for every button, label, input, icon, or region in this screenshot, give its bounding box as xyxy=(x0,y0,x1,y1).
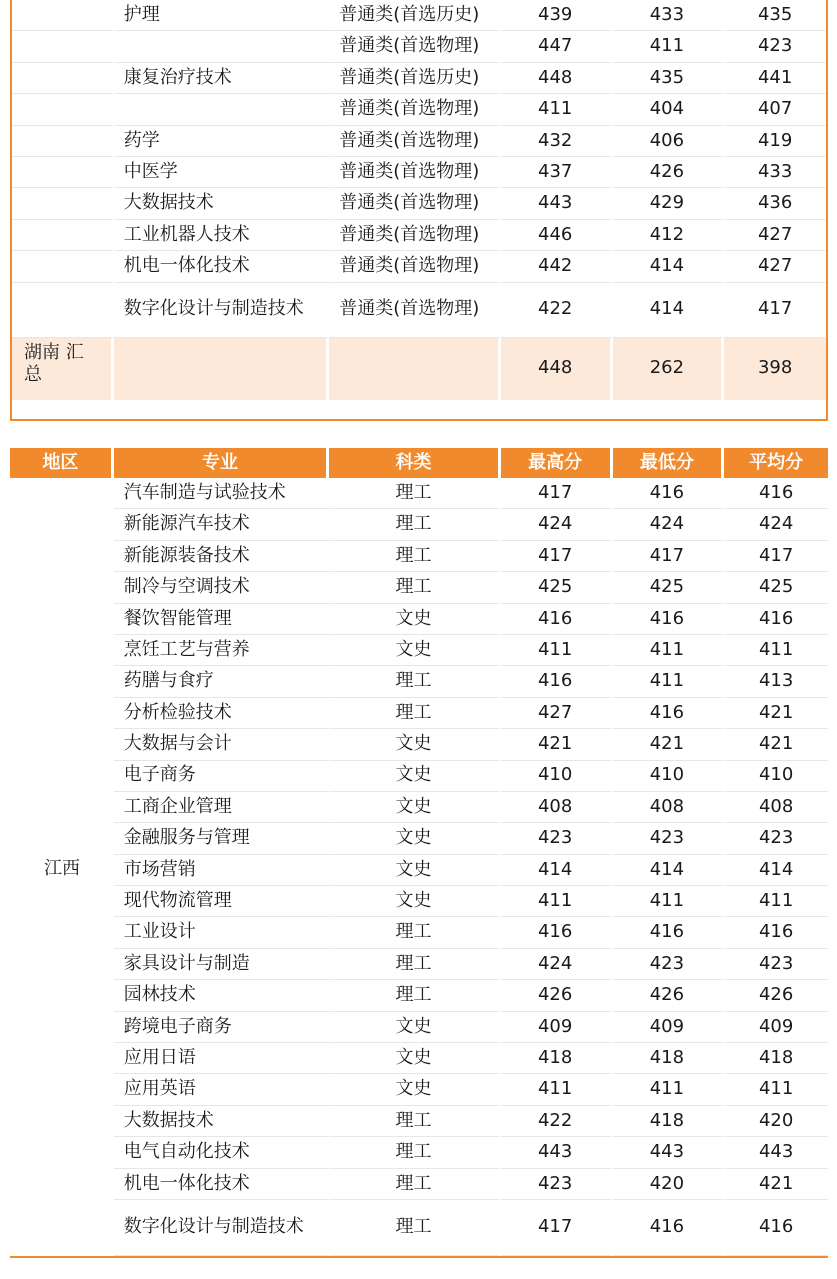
category-cell: 理工 xyxy=(329,980,501,1011)
total-major xyxy=(114,338,329,400)
major-cell: 金融服务与管理 xyxy=(114,823,329,854)
major-cell: 分析检验技术 xyxy=(114,698,329,729)
avg-score-cell: 408 xyxy=(724,792,828,823)
major-cell: 药学 xyxy=(114,126,329,157)
total-avg: 398 xyxy=(724,338,826,400)
table-row xyxy=(10,478,828,509)
major-cell: 应用英语 xyxy=(114,1074,329,1105)
max-score-cell: 410 xyxy=(501,761,613,792)
major-cell: 家具设计与制造 xyxy=(114,949,329,980)
min-score-cell: 411 xyxy=(613,1074,725,1105)
min-score-cell: 410 xyxy=(613,761,725,792)
category-cell: 普通类(首选物理) xyxy=(329,126,501,157)
major-cell: 园林技术 xyxy=(114,980,329,1011)
max-score-cell: 424 xyxy=(501,509,613,540)
avg-score-cell: 421 xyxy=(724,698,828,729)
major-cell: 汽车制造与试验技术 xyxy=(114,478,329,509)
major-cell: 机电一体化技术 xyxy=(114,251,329,282)
min-score-cell: 416 xyxy=(613,604,725,635)
avg-score-cell: 411 xyxy=(724,1074,828,1105)
category-cell: 理工 xyxy=(329,698,501,729)
major-cell: 烹饪工艺与营养 xyxy=(114,635,329,666)
avg-score-cell: 441 xyxy=(724,63,826,94)
avg-score-cell: 427 xyxy=(724,220,826,251)
category-cell: 理工 xyxy=(329,478,501,509)
major-cell: 大数据技术 xyxy=(114,188,329,219)
avg-score-cell: 407 xyxy=(724,94,826,125)
min-score-cell: 416 xyxy=(613,917,725,948)
max-score-cell: 424 xyxy=(501,949,613,980)
category-cell: 文史 xyxy=(329,1043,501,1074)
table-row xyxy=(10,1169,828,1200)
header-avg: 平均分 xyxy=(724,448,828,478)
jiangxi-score-table xyxy=(10,448,828,1258)
category-cell: 文史 xyxy=(329,729,501,760)
region-cell xyxy=(12,0,114,31)
table-row xyxy=(10,604,828,635)
category-cell: 理工 xyxy=(329,1200,501,1256)
avg-score-cell: 427 xyxy=(724,251,826,282)
max-score-cell: 416 xyxy=(501,666,613,697)
avg-score-cell: 423 xyxy=(724,823,828,854)
min-score-cell: 421 xyxy=(613,729,725,760)
max-score-cell: 448 xyxy=(501,63,613,94)
max-score-cell: 437 xyxy=(501,157,613,188)
table-row xyxy=(10,855,828,886)
max-score-cell: 422 xyxy=(501,283,613,338)
min-score-cell: 418 xyxy=(613,1043,725,1074)
min-score-cell: 416 xyxy=(613,698,725,729)
min-score-cell: 416 xyxy=(613,478,725,509)
category-cell: 普通类(首选物理) xyxy=(329,188,501,219)
category-cell: 普通类(首选物理) xyxy=(329,31,501,62)
major-cell: 中医学 xyxy=(114,157,329,188)
table-row xyxy=(12,94,826,125)
major-cell: 电子商务 xyxy=(114,761,329,792)
max-score-cell: 443 xyxy=(501,188,613,219)
avg-score-cell: 416 xyxy=(724,917,828,948)
max-score-cell: 418 xyxy=(501,1043,613,1074)
max-score-cell: 439 xyxy=(501,0,613,31)
min-score-cell: 418 xyxy=(613,1106,725,1137)
region-cell xyxy=(12,157,114,188)
avg-score-cell: 423 xyxy=(724,949,828,980)
avg-score-cell: 426 xyxy=(724,980,828,1011)
category-cell: 理工 xyxy=(329,949,501,980)
region-cell xyxy=(12,94,114,125)
hunan-score-table xyxy=(10,0,828,421)
table-row xyxy=(10,1012,828,1043)
avg-score-cell: 420 xyxy=(724,1106,828,1137)
category-cell: 普通类(首选物理) xyxy=(329,157,501,188)
table-row xyxy=(12,126,826,157)
total-region-line2: 总 xyxy=(24,364,42,386)
avg-score-cell: 413 xyxy=(724,666,828,697)
table-row xyxy=(10,1074,828,1105)
major-cell: 工业机器人技术 xyxy=(114,220,329,251)
category-cell: 普通类(首选历史) xyxy=(329,63,501,94)
table-row xyxy=(12,188,826,219)
region-cell xyxy=(12,188,114,219)
total-region-line1: 湖南 汇 xyxy=(24,341,84,363)
table-row xyxy=(10,1200,828,1256)
avg-score-cell: 417 xyxy=(724,283,826,338)
min-score-cell: 411 xyxy=(613,635,725,666)
category-cell: 普通类(首选物理) xyxy=(329,220,501,251)
category-cell: 理工 xyxy=(329,666,501,697)
major-cell: 制冷与空调技术 xyxy=(114,572,329,603)
max-score-cell: 432 xyxy=(501,126,613,157)
max-score-cell: 417 xyxy=(501,541,613,572)
min-score-cell: 433 xyxy=(613,0,725,31)
max-score-cell: 422 xyxy=(501,1106,613,1137)
region-cell xyxy=(12,126,114,157)
min-score-cell: 412 xyxy=(613,220,725,251)
min-score-cell: 414 xyxy=(613,855,725,886)
category-cell: 文史 xyxy=(329,855,501,886)
total-min: 262 xyxy=(613,338,725,400)
avg-score-cell: 433 xyxy=(724,157,826,188)
table-row xyxy=(10,541,828,572)
major-cell: 机电一体化技术 xyxy=(114,1169,329,1200)
avg-score-cell: 417 xyxy=(724,541,828,572)
major-cell: 大数据技术 xyxy=(114,1106,329,1137)
header-category: 科类 xyxy=(329,448,501,478)
min-score-cell: 416 xyxy=(613,1200,725,1256)
min-score-cell: 411 xyxy=(613,666,725,697)
avg-score-cell: 421 xyxy=(724,729,828,760)
max-score-cell: 408 xyxy=(501,792,613,823)
table-row xyxy=(10,1043,828,1074)
max-score-cell: 443 xyxy=(501,1137,613,1168)
min-score-cell: 420 xyxy=(613,1169,725,1200)
min-score-cell: 423 xyxy=(613,949,725,980)
table-row xyxy=(10,1106,828,1137)
min-score-cell: 426 xyxy=(613,980,725,1011)
min-score-cell: 411 xyxy=(613,31,725,62)
max-score-cell: 427 xyxy=(501,698,613,729)
total-max: 448 xyxy=(501,338,613,400)
major-cell: 大数据与会计 xyxy=(114,729,329,760)
major-cell: 电气自动化技术 xyxy=(114,1137,329,1168)
table-row xyxy=(10,1137,828,1168)
min-score-cell: 443 xyxy=(613,1137,725,1168)
max-score-cell: 423 xyxy=(501,823,613,854)
category-cell: 普通类(首选物理) xyxy=(329,94,501,125)
major-cell: 新能源汽车技术 xyxy=(114,509,329,540)
max-score-cell: 416 xyxy=(501,917,613,948)
table-row xyxy=(10,886,828,917)
table-row xyxy=(10,792,828,823)
region-cell xyxy=(12,31,114,62)
max-score-cell: 446 xyxy=(501,220,613,251)
avg-score-cell: 411 xyxy=(724,886,828,917)
avg-score-cell: 425 xyxy=(724,572,828,603)
hunan-table-body xyxy=(12,0,826,338)
header-min: 最低分 xyxy=(613,448,725,478)
table-row xyxy=(12,283,826,338)
min-score-cell: 406 xyxy=(613,126,725,157)
min-score-cell: 411 xyxy=(613,886,725,917)
region-cell xyxy=(12,63,114,94)
category-cell: 理工 xyxy=(329,1137,501,1168)
max-score-cell: 417 xyxy=(501,478,613,509)
table-row xyxy=(10,635,828,666)
table-row xyxy=(10,823,828,854)
max-score-cell: 411 xyxy=(501,94,613,125)
major-cell: 市场营销 xyxy=(114,855,329,886)
major-cell: 应用日语 xyxy=(114,1043,329,1074)
min-score-cell: 404 xyxy=(613,94,725,125)
major-cell: 数字化设计与制造技术 xyxy=(114,283,329,338)
major-cell: 餐饮智能管理 xyxy=(114,604,329,635)
table-row xyxy=(10,572,828,603)
max-score-cell: 417 xyxy=(501,1200,613,1256)
min-score-cell: 435 xyxy=(613,63,725,94)
category-cell: 普通类(首选物理) xyxy=(329,283,501,338)
header-max: 最高分 xyxy=(501,448,613,478)
category-cell: 文史 xyxy=(329,1012,501,1043)
avg-score-cell: 443 xyxy=(724,1137,828,1168)
table-row xyxy=(10,980,828,1011)
category-cell: 文史 xyxy=(329,635,501,666)
category-cell: 理工 xyxy=(329,541,501,572)
category-cell: 理工 xyxy=(329,917,501,948)
hunan-total-row xyxy=(12,338,826,400)
max-score-cell: 442 xyxy=(501,251,613,282)
avg-score-cell: 436 xyxy=(724,188,826,219)
major-cell: 工商企业管理 xyxy=(114,792,329,823)
major-cell: 现代物流管理 xyxy=(114,886,329,917)
category-cell: 文史 xyxy=(329,792,501,823)
major-cell: 新能源装备技术 xyxy=(114,541,329,572)
category-cell: 文史 xyxy=(329,823,501,854)
max-score-cell: 411 xyxy=(501,886,613,917)
table-row xyxy=(10,761,828,792)
min-score-cell: 417 xyxy=(613,541,725,572)
category-cell: 理工 xyxy=(329,509,501,540)
max-score-cell: 447 xyxy=(501,31,613,62)
max-score-cell: 409 xyxy=(501,1012,613,1043)
avg-score-cell: 424 xyxy=(724,509,828,540)
min-score-cell: 414 xyxy=(613,283,725,338)
major-cell: 药膳与食疗 xyxy=(114,666,329,697)
avg-score-cell: 416 xyxy=(724,478,828,509)
avg-score-cell: 435 xyxy=(724,0,826,31)
jiangxi-table-body xyxy=(10,478,828,1258)
min-score-cell: 426 xyxy=(613,157,725,188)
major-cell xyxy=(114,94,329,125)
table-row xyxy=(10,698,828,729)
avg-score-cell: 421 xyxy=(724,1169,828,1200)
major-cell: 工业设计 xyxy=(114,917,329,948)
table-row xyxy=(12,251,826,282)
region-cell xyxy=(12,283,114,338)
major-cell xyxy=(114,31,329,62)
table-row xyxy=(12,63,826,94)
table-row xyxy=(10,729,828,760)
category-cell: 理工 xyxy=(329,1169,501,1200)
header-region: 地区 xyxy=(10,448,114,478)
avg-score-cell: 410 xyxy=(724,761,828,792)
category-cell: 理工 xyxy=(329,572,501,603)
table-row xyxy=(10,666,828,697)
major-cell: 数字化设计与制造技术 xyxy=(114,1200,329,1256)
header-major: 专业 xyxy=(114,448,329,478)
region-cell xyxy=(12,220,114,251)
major-cell: 康复治疗技术 xyxy=(114,63,329,94)
max-score-cell: 411 xyxy=(501,635,613,666)
min-score-cell: 425 xyxy=(613,572,725,603)
min-score-cell: 423 xyxy=(613,823,725,854)
table-row xyxy=(12,0,826,31)
table-row xyxy=(10,509,828,540)
table-row xyxy=(10,949,828,980)
category-cell: 文史 xyxy=(329,604,501,635)
avg-score-cell: 416 xyxy=(724,604,828,635)
category-cell: 理工 xyxy=(329,1106,501,1137)
table-row xyxy=(12,220,826,251)
max-score-cell: 414 xyxy=(501,855,613,886)
max-score-cell: 425 xyxy=(501,572,613,603)
avg-score-cell: 418 xyxy=(724,1043,828,1074)
category-cell: 文史 xyxy=(329,1074,501,1105)
avg-score-cell: 419 xyxy=(724,126,826,157)
total-region-label xyxy=(12,338,114,400)
table-row xyxy=(12,31,826,62)
region-cell xyxy=(12,251,114,282)
max-score-cell: 426 xyxy=(501,980,613,1011)
min-score-cell: 429 xyxy=(613,188,725,219)
category-cell: 普通类(首选历史) xyxy=(329,0,501,31)
major-cell: 护理 xyxy=(114,0,329,31)
max-score-cell: 411 xyxy=(501,1074,613,1105)
max-score-cell: 416 xyxy=(501,604,613,635)
avg-score-cell: 414 xyxy=(724,855,828,886)
max-score-cell: 421 xyxy=(501,729,613,760)
avg-score-cell: 423 xyxy=(724,31,826,62)
avg-score-cell: 416 xyxy=(724,1200,828,1256)
avg-score-cell: 409 xyxy=(724,1012,828,1043)
min-score-cell: 409 xyxy=(613,1012,725,1043)
min-score-cell: 424 xyxy=(613,509,725,540)
category-cell: 文史 xyxy=(329,886,501,917)
table-row xyxy=(10,917,828,948)
max-score-cell: 423 xyxy=(501,1169,613,1200)
total-category xyxy=(329,338,501,400)
table-row xyxy=(12,157,826,188)
region-cell-jiangxi: 江西 xyxy=(10,478,114,1256)
category-cell: 普通类(首选物理) xyxy=(329,251,501,282)
category-cell: 文史 xyxy=(329,761,501,792)
min-score-cell: 408 xyxy=(613,792,725,823)
avg-score-cell: 411 xyxy=(724,635,828,666)
major-cell: 跨境电子商务 xyxy=(114,1012,329,1043)
table-header-row xyxy=(10,448,828,478)
min-score-cell: 414 xyxy=(613,251,725,282)
